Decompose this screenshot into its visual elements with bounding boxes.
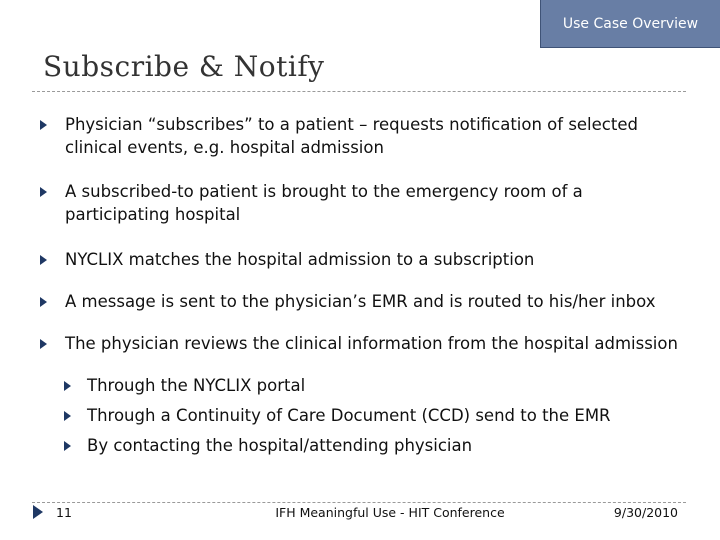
slide-number: 11 [56,505,72,520]
footer-arrow-icon [33,505,43,519]
bullet-item [38,113,688,159]
bullet-arrow-icon [64,441,71,451]
section-tag: Use Case Overview [540,0,720,48]
page-title: Subscribe & Notify [43,50,325,83]
bullet-arrow-icon [40,339,47,349]
bullet-arrow-icon [40,297,47,307]
bullet-item [38,290,688,313]
bullet-item [38,180,688,226]
bullet-arrow-icon [64,381,71,391]
bullet-text: The physician reviews the clinical information from the hospital admission [65,334,678,353]
bullet-text: A message is sent to the physician’s EMR and is routed to his/her inbox [65,292,656,311]
bullet-list [38,113,688,461]
footer-title: IFH Meaningful Use - HIT Conference [275,505,505,520]
bullet-text: A subscribed-to patient is brought to the emergency room of a participating hospital [65,182,583,224]
footer-divider [32,502,686,503]
bullet-item [38,332,688,355]
bullet-arrow-icon [40,120,47,130]
bullet-item [38,248,688,271]
sub-bullet-item [38,371,688,401]
bullet-text: NYCLIX matches the hospital admission to a subscription [65,250,535,269]
sub-bullet-item [38,431,688,461]
title-divider [32,91,686,92]
sub-bullet-text: Through the NYCLIX portal [87,376,306,395]
sub-bullet-text: By contacting the hospital/attending physician [87,436,473,455]
sub-bullet-text: Through a Continuity of Care Document (CCD) send to the EMR [87,406,611,425]
bullet-arrow-icon [40,255,47,265]
footer-date: 9/30/2010 [613,505,678,520]
bullet-arrow-icon [40,187,47,197]
bullet-arrow-icon [64,411,71,421]
bullet-text: Physician “subscribes” to a patient – requests notification of selected clinical events, e.g. hospital admission [65,115,638,157]
sub-bullet-item [38,401,688,431]
